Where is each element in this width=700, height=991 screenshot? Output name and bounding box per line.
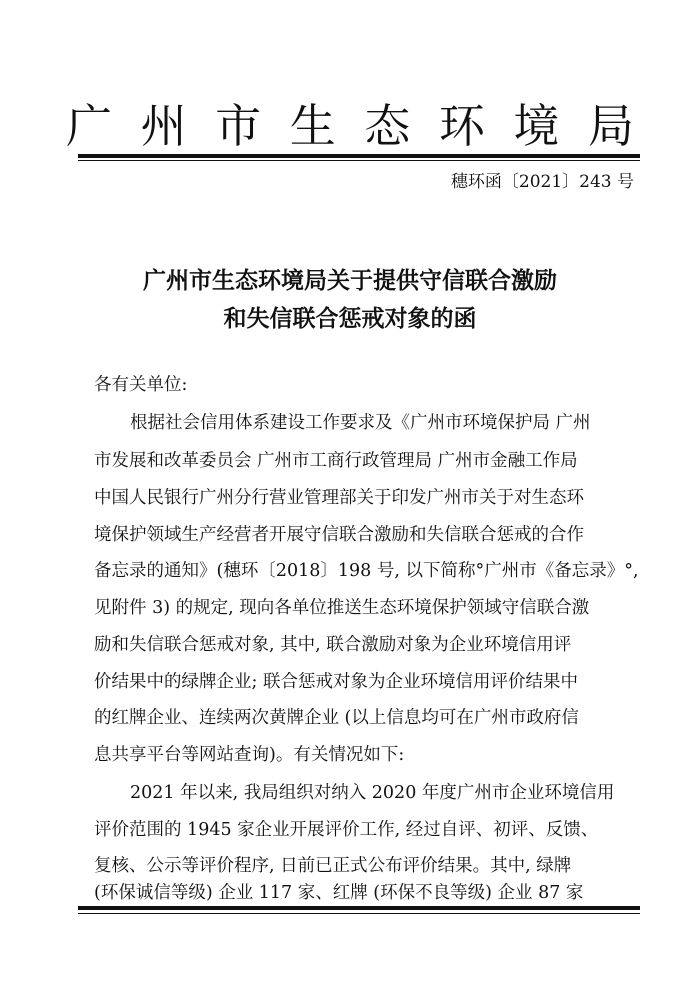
header-char: 生 bbox=[289, 99, 336, 153]
issuing-authority-header bbox=[60, 96, 640, 156]
header-char: 广 bbox=[66, 99, 112, 153]
document-number: 穗环函〔2021〕243 号 bbox=[450, 172, 634, 192]
document-title-line-1: 广州市生态环境局关于提供守信联合激励 bbox=[143, 268, 557, 294]
salutation: 各有关单位: bbox=[94, 375, 188, 395]
body-line: 价结果中的绿牌企业; 联合惩戒对象为企业环境信用评价结果中 bbox=[94, 672, 578, 692]
header-char: 环 bbox=[438, 99, 485, 153]
header-char: 境 bbox=[513, 99, 560, 153]
document-title-line-2: 和失信联合惩戒对象的函 bbox=[223, 306, 477, 332]
body-line: 见附件 3) 的规定, 现向各单位推送生态环境保护领域守信联合激 bbox=[94, 598, 590, 618]
document-title bbox=[0, 262, 700, 338]
body-line: 复核、公示等评价程序, 日前已正式公布评价结果。其中, 绿牌 bbox=[94, 856, 572, 876]
body-line: 根据社会信用体系建设工作要求及《广州市环境保护局 广州 bbox=[130, 413, 591, 433]
body-line: (环保诚信等级) 企业 117 家、红牌 (环保不良等级) 企业 87 家 bbox=[94, 883, 584, 903]
footer-rule-thin bbox=[78, 913, 640, 914]
header-char: 态 bbox=[364, 99, 411, 153]
header-rule-thick bbox=[78, 154, 640, 158]
footer-rule-thick bbox=[78, 906, 640, 910]
body-line: 境保护领域生产经营者开展守信联合激励和失信联合惩戒的合作 bbox=[94, 525, 584, 545]
body-line: 备忘录的通知》(穗环〔2018〕198 号, 以下简称°广州市《备忘录》°, bbox=[94, 561, 639, 581]
header-rule-thin bbox=[78, 160, 640, 161]
body-line: 励和失信联合惩戒对象, 其中, 联合激励对象为企业环境信用评 bbox=[94, 635, 572, 655]
body-line: 息共享平台等网站查询)。有关情况如下: bbox=[94, 745, 405, 765]
body-line: 评价范围的 1945 家企业开展评价工作, 经过自评、初评、反馈、 bbox=[94, 820, 599, 840]
body-line: 中国人民银行广州分行营业管理部关于印发广州市关于对生态环 bbox=[94, 488, 584, 508]
body-line: 2021 年以来, 我局组织对纳入 2020 年度广州市企业环境信用 bbox=[130, 783, 615, 803]
header-char: 局 bbox=[587, 99, 634, 153]
header-char: 州 bbox=[140, 99, 187, 153]
body-line: 市发展和改革委员会 广州市工商行政管理局 广州市金融工作局 bbox=[94, 451, 578, 471]
header-char: 市 bbox=[215, 99, 262, 153]
body-line: 的红牌企业、连续两次黄牌企业 (以上信息均可在广州市政府信 bbox=[94, 708, 579, 728]
